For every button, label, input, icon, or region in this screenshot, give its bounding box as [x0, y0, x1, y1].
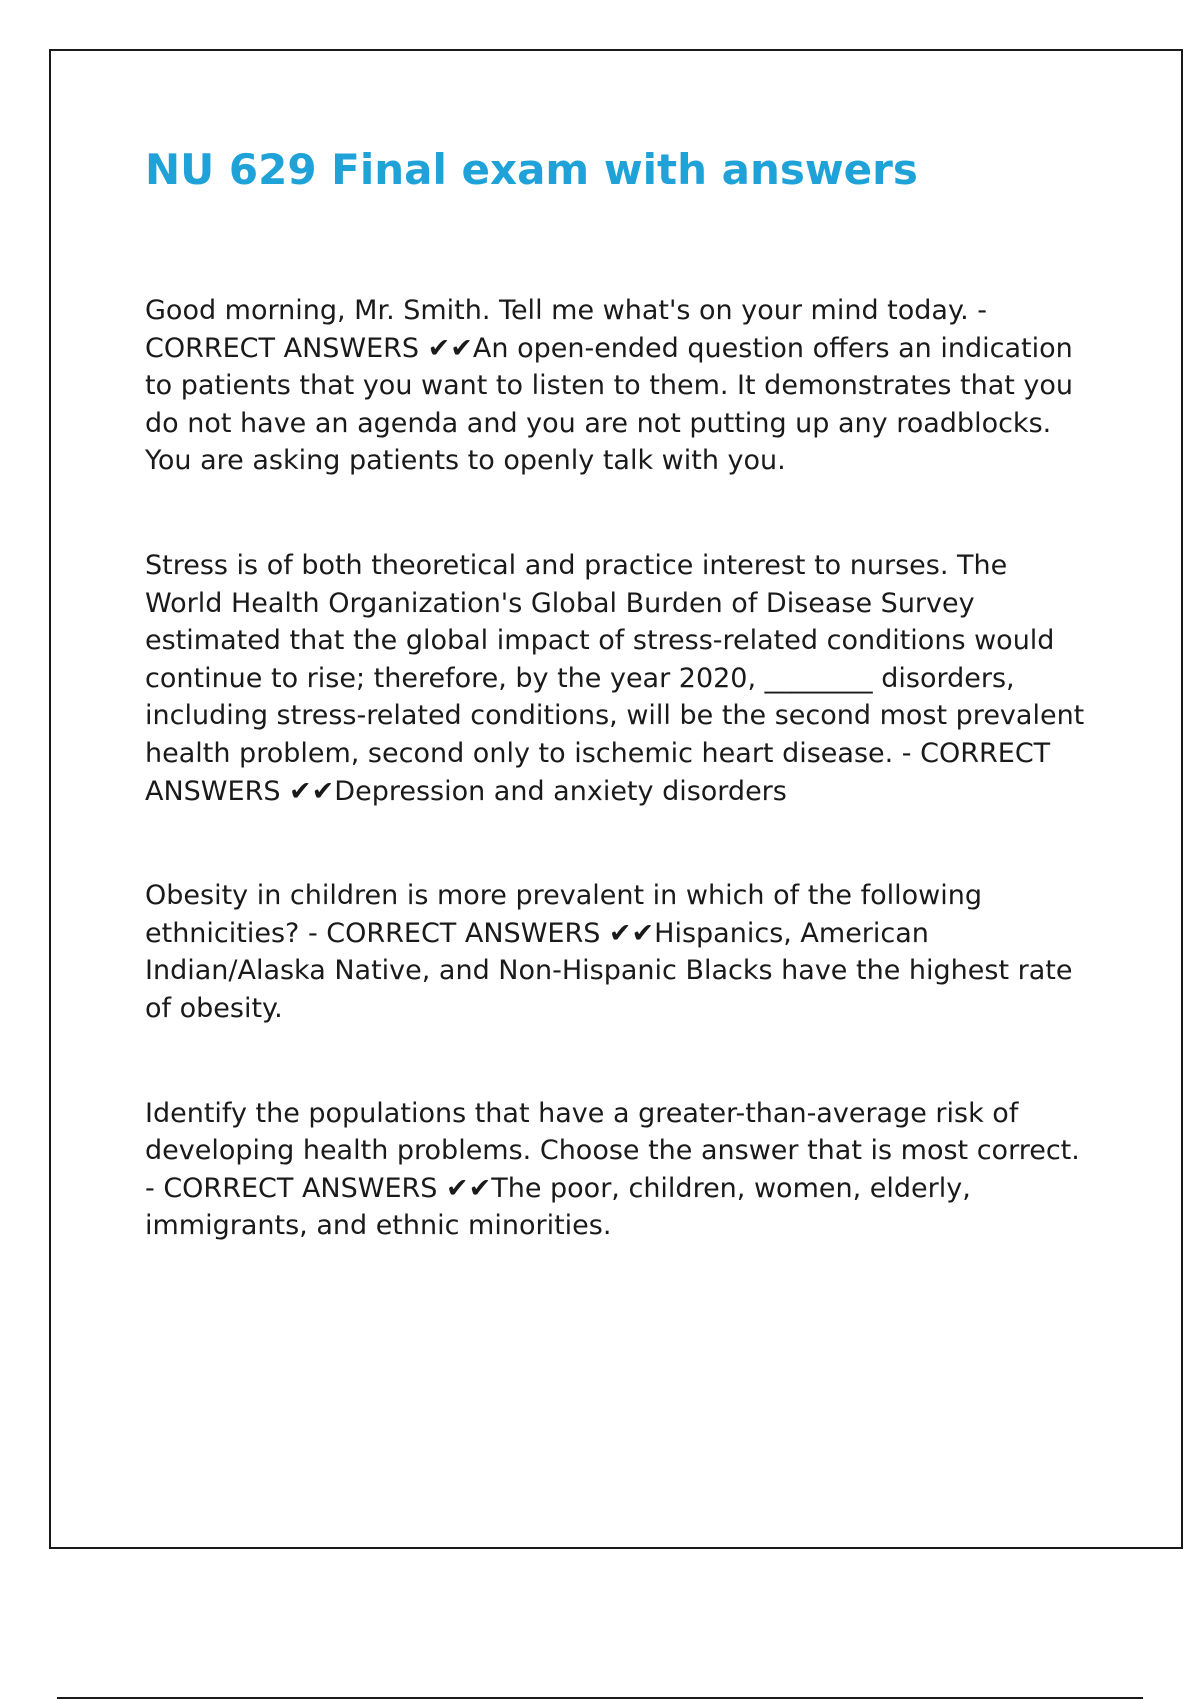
- qa-item-child-obesity: Obesity in children is more prevalent in which of the following ethnicities? - CORRECT ANSWERS ✔✔Hispanics, American Indian/Alaska Native, and Non-Hispanic Blacks have the highest rate of obesity.: [145, 880, 1073, 1024]
- bottom-divider: [57, 1697, 1143, 1699]
- document-title: NU 629 Final exam with answers: [145, 145, 918, 194]
- qa-item-stress-disorders: Stress is of both theoretical and practice interest to nurses. The World Health Organization's Global Burden of Disease Survey estimated that the global impact of stress-related conditions would continue to rise; therefore, by the year 2020, ________ disorders, including stress-related conditions, will be the second most prevalent health problem, second only to ischemic heart disease. - CORRECT ANSWERS ✔✔Depression and anxiety disorders: [145, 549, 1085, 807]
- qa-item-at-risk-populations: Identify the populations that have a greater-than-average risk of developing health problems. Choose the answer that is most correct. - CORRECT ANSWERS ✔✔The poor, children, women, elderly, immigrants, and ethnic minorities.: [145, 1097, 1080, 1242]
- qa-list: [145, 292, 1090, 1245]
- qa-item-open-ended-question: Good morning, Mr. Smith. Tell me what's on your mind today. - CORRECT ANSWERS ✔✔An open-ended question offers an indication to patients that you want to listen to them. It demonstrates that you do not have an agenda and you are not putting up any roadblocks. You are asking patients to openly talk with you.: [145, 295, 1074, 477]
